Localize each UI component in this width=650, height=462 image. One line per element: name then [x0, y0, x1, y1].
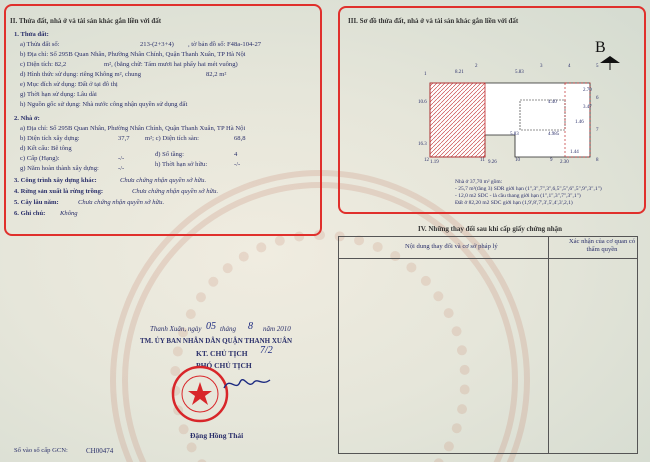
- house-address: a) Địa chỉ: Số 295B Quan Nhân, Phường Nhân Chính, Quận Thanh Xuân, TP Hà Nội: [20, 125, 246, 132]
- floor-area-label: m²; c) Diện tích sàn:: [145, 135, 199, 142]
- changes-table: [338, 236, 638, 454]
- other-construction-value: Chưa chứng nhận quyền sở hữu.: [120, 177, 207, 184]
- plot-dim-2: 5.83: [515, 70, 524, 75]
- diagram-note-3: - 12,0 m2 SDC - là cầu thang giới hạn (1",1",3",7",3",1"): [455, 193, 581, 199]
- plot-point-8: 8: [596, 158, 599, 163]
- issue-month: 8: [248, 321, 253, 332]
- plot-point-6: 6: [596, 96, 599, 101]
- perennial-trees-value: Chưa chứng nhận quyền sở hữu.: [78, 199, 165, 206]
- other-construction-label: 3. Công trình xây dựng khác:: [14, 177, 97, 184]
- registration-label: Số vào sổ cấp GCN:: [14, 447, 68, 454]
- land-plot-heading: 1. Thửa đất:: [14, 31, 49, 38]
- construction-area-value: 37,7: [118, 135, 130, 142]
- changes-table-column-rule: [548, 236, 549, 454]
- plot-point-10: 10: [515, 158, 520, 163]
- house-structure: d) Kết cấu: Bê tông: [20, 145, 72, 152]
- diagram-note-1: Nhà ở 37,70 m² gồm:: [455, 179, 503, 185]
- floors-label: đ) Số tầng:: [155, 151, 184, 158]
- plot-point-9: 9: [550, 158, 553, 163]
- plot-dim-12: 16.3: [418, 142, 427, 147]
- perennial-trees-label: 5. Cây lâu năm:: [14, 199, 59, 206]
- house-grade-value: -/-: [118, 155, 125, 162]
- plot-point-4: 4: [568, 64, 571, 69]
- plot-dim-10: 2.30: [560, 160, 569, 165]
- completion-year-label: g) Năm hoàn thành xây dựng:: [20, 165, 99, 172]
- changes-column-content: Nội dung thay đổi và cơ sở pháp lý: [405, 243, 498, 250]
- section-2-title: II. Thửa đất, nhà ở và tài sản khác gắn liền với đất: [10, 17, 162, 25]
- plot-area-words: m², (bằng chữ: Tám mươi hai phẩy hai mét vuông): [104, 61, 238, 68]
- ownership-term-value: -/-: [234, 161, 241, 168]
- usage-term: g) Thời hạn sử dụng: Lâu dài: [20, 91, 97, 98]
- changes-table-header-rule: [338, 258, 638, 259]
- floors-value: 4: [234, 151, 238, 158]
- diagram-note-2: - 25,7 m²(tầng 3) SDR giới hạn (1",3",7",3",6,5",5",6",5",9",3",1"): [455, 186, 602, 192]
- plot-area: c) Diện tích: 82,2: [20, 61, 67, 68]
- section-3-title: III. Sơ đồ thửa đất, nhà ở và tài sản khác gắn liền với đất: [348, 17, 519, 25]
- signer-name: Đặng Hồng Thái: [190, 431, 244, 440]
- issue-day: 05: [206, 321, 216, 332]
- planted-forest-label: 4. Rừng sản xuất là rừng trồng:: [14, 188, 104, 195]
- handwritten-signature: [222, 372, 272, 396]
- usage-form: d) Hình thức sử dụng: riêng Không m², chung: [20, 71, 142, 78]
- ownership-term-label: h) Thời hạn sở hữu:: [155, 161, 208, 168]
- issue-place-date: Thanh Xuân, ngày: [150, 325, 202, 333]
- plot-dim-14: 1.19: [430, 160, 439, 165]
- issue-month-label: tháng: [220, 325, 236, 333]
- notes-label: 6. Ghi chú:: [14, 210, 46, 217]
- plot-dim-5: 2.70: [583, 88, 592, 93]
- diagram-note-4: Đất ở 82,20 m2 SDC giới hạn (1,9',8',7',3',5',4',3',2,1): [455, 200, 573, 206]
- floor-area-value: 68,8: [234, 135, 246, 142]
- plot-dim-11: 10.6: [418, 100, 427, 105]
- house-heading: 2. Nhà ở:: [14, 115, 40, 122]
- registration-number: CH00474: [86, 447, 114, 455]
- plot-dim-7: 1.46: [575, 120, 584, 125]
- plot-point-1: 1: [424, 72, 427, 77]
- usage-purpose: e) Mục đích sử dụng: Đất ở tại đô thị: [20, 81, 118, 88]
- handwritten-mark: 7/2: [260, 345, 273, 356]
- house-grade-label: c) Cấp (Hạng):: [20, 155, 60, 162]
- issuing-authority: TM. ỦY BAN NHÂN DÂN QUẬN THANH XUÂN: [140, 337, 293, 345]
- changes-column-confirmation: Xác nhận của cơ quan có thẩm quyền: [568, 238, 636, 253]
- plot-dim-13: 9.26: [488, 160, 497, 165]
- plot-point-7: 7: [596, 128, 599, 133]
- official-stamp: [170, 364, 230, 424]
- section-4-title: IV. Những thay đổi sau khi cấp giấy chứng nhận: [418, 225, 563, 233]
- plot-point-3: 3: [540, 64, 543, 69]
- plot-dim-4: 5.83: [510, 132, 519, 137]
- plot-point-2: 2: [475, 64, 478, 69]
- notes-value: Không: [60, 210, 78, 217]
- plot-point-12: 12: [424, 158, 429, 163]
- usage-origin: h) Nguồn gốc sử dụng: Nhà nước công nhận quyền sử dụng đất: [20, 101, 188, 108]
- plot-point-5: 5: [596, 64, 599, 69]
- north-arrow-icon: [600, 56, 620, 70]
- completion-year-value: -/-: [118, 165, 125, 172]
- plot-number-label: a) Thửa đất số:: [20, 41, 60, 48]
- plot-dim-1: 8.21: [455, 70, 464, 75]
- plot-dim-3: 4.40: [548, 100, 557, 105]
- plot-number-value: 213-(2+3+4): [140, 41, 174, 48]
- construction-area-label: b) Diện tích xây dựng:: [20, 135, 80, 142]
- plot-address: b) Địa chỉ: Số 295B Quan Nhân, Phường Nhân Chính, Quận Thanh Xuân, TP Hà Nội: [20, 51, 246, 58]
- issue-year: năm 2010: [263, 325, 291, 333]
- signer-position-kt: KT. CHỦ TỊCH: [196, 349, 248, 358]
- usage-form-shared-value: 82,2 m²: [206, 71, 227, 78]
- plot-point-11: 11: [480, 158, 485, 163]
- map-sheet-number: , tờ bản đồ số: F48a-104-27: [188, 41, 262, 48]
- plot-dim-8: 3.47: [583, 105, 592, 110]
- north-arrow-label: B: [595, 39, 606, 56]
- signer-title: PHÓ CHỦ TỊCH: [196, 361, 252, 370]
- plot-dim-6: 4.985: [548, 132, 560, 137]
- plot-dim-9: 1.44: [570, 150, 579, 155]
- planted-forest-value: Chưa chứng nhận quyền sở hữu.: [132, 188, 219, 195]
